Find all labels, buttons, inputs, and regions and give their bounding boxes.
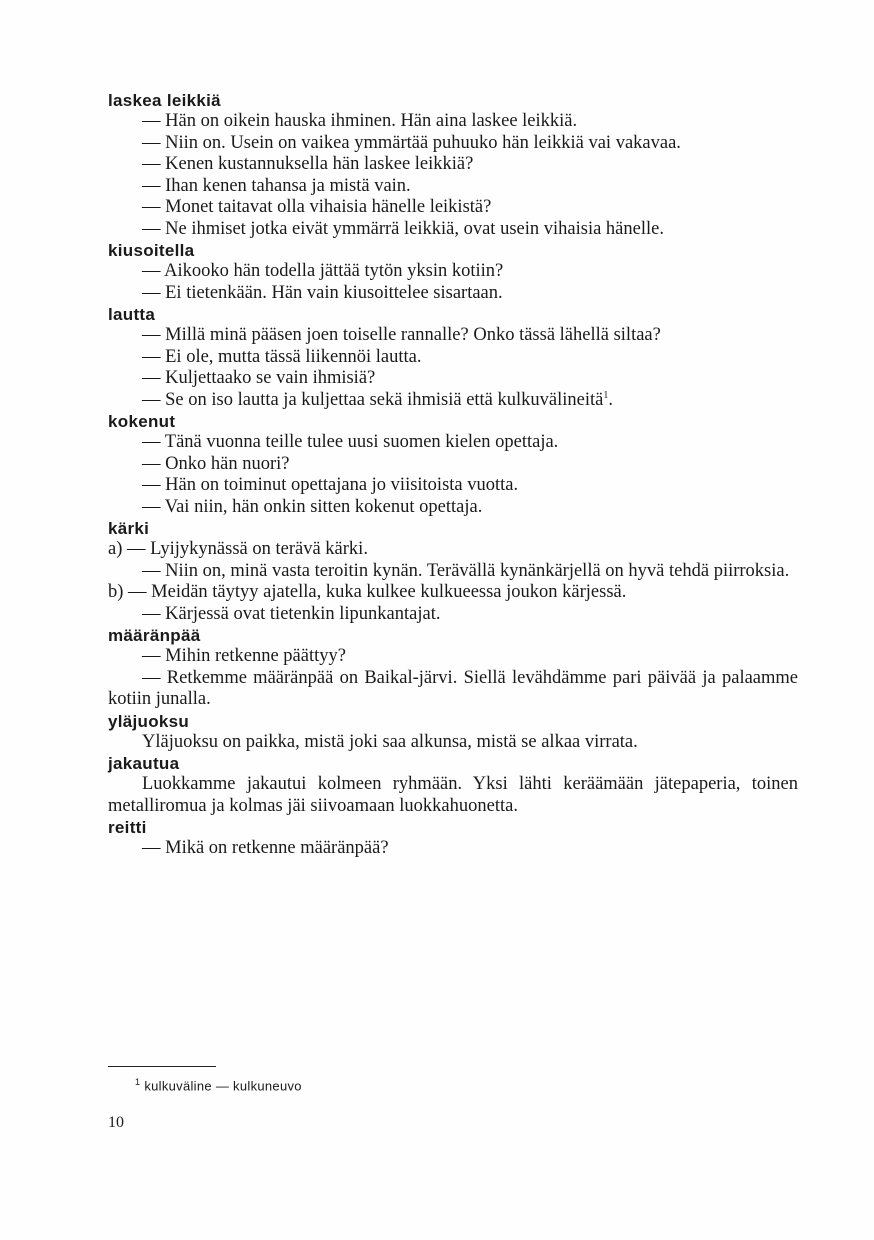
dialogue-line: — Tänä vuonna teille tulee uusi suomen kielen opettaja. [142,432,559,452]
dialogue-line: — Kuljettaako se vain ihmisiä? [142,368,376,388]
entry-headword: reitti [108,818,147,837]
dialogue-line: — Kärjessä ovat tietenkin lipunkantajat. [142,603,441,624]
dialogue-text: — Se on iso lautta ja kuljettaa sekä ihmisiä että kulkuvälineitä [142,389,604,410]
dialogue-line: — Monet taitavat olla vihaisia hänelle leikistä? [142,197,492,217]
sentence-end: . [608,389,613,410]
dialogue-line: — Hän on oikein hauska ihminen. Hän aina laskee leikkiä. [142,111,578,131]
footnote-mark: 1 [135,1077,141,1087]
dialogue-line: — Mikä on retkenne määränpää? [142,838,389,858]
definition-text: Yläjuoksu on paikka, mistä joki saa alkunsa, mistä se alkaa virrata. [142,731,638,752]
dialogue-line: — Vai niin, hän onkin sitten kokenut opettaja. [142,496,483,517]
entry-headword: kärki [108,519,150,538]
dialogue-line: — Ei ole, mutta tässä liikennöi lautta. [142,346,422,367]
dialogue-line: — Ihan kenen tahansa ja mistä vain. [142,175,411,196]
dialogue-line: — Millä minä pääsen joen toiselle rannalle? Onko tässä lähellä siltaa? [142,325,661,345]
dialogue-line: b) — Meidän täytyy ajatella, kuka kulkee kulkueessa joukon kärjessä. [108,582,627,602]
entry-headword: määränpää [108,626,201,645]
footnote-text: kulkuväline — kulkuneuvo [144,1078,302,1094]
entry-headword: kokenut [108,412,176,431]
definition-text: Luokkamme jakautui kolmeen ryhmään. Yksi lähti keräämään jätepaperia, toinen metalliromua ja kolmas jäi siivoamaan luokkahuonetta. [108,774,798,816]
footnote-separator [108,1066,216,1067]
dialogue-line: — Ei tietenkään. Hän vain kiusoittelee sisartaan. [142,282,503,303]
footnote-reference: 1 [603,389,609,401]
entry-headword: lautta [108,305,156,324]
dialogue-line: — Mihin retkenne päättyy? [142,646,346,666]
dialogue-line: — Hän on toiminut opettajana jo viisitoista vuotta. [142,475,519,495]
dialogue-line: — Ne ihmiset jotka eivät ymmärrä leikkiä, ovat usein vihaisia hänelle. [142,218,664,239]
dictionary-page [108,90,798,860]
dialogue-line: — Niin on, minä vasta teroitin kynän. Terävällä kynänkärjellä on hyvä tehdä piirroksia. [142,560,790,581]
dialogue-line: — Onko hän nuori? [142,453,290,474]
entry-headword: laskea leikkiä [108,91,221,110]
dialogue-line: a) — Lyijykynässä on terävä kärki. [108,539,368,559]
dialogue-line-with-footnote [108,390,798,412]
footnote [135,1077,302,1093]
dialogue-line: — Retkemme määränpää on Baikal-järvi. Siellä levähdämme pari päivää ja palaamme kotiin junalla. [108,667,798,709]
dialogue-line: — Aikooko hän todella jättää tytön yksin kotiin? [142,261,504,281]
dialogue-line: — Niin on. Usein on vaikea ymmärtää puhuuko hän leikkiä vai vakavaa. [142,132,681,153]
entry-headword: jakautua [108,754,180,773]
page-number: 10 [108,1114,124,1131]
entry-headword: kiusoitella [108,241,195,260]
entry-headword: yläjuoksu [108,711,190,731]
dialogue-line: — Kenen kustannuksella hän laskee leikkiä? [142,154,474,174]
